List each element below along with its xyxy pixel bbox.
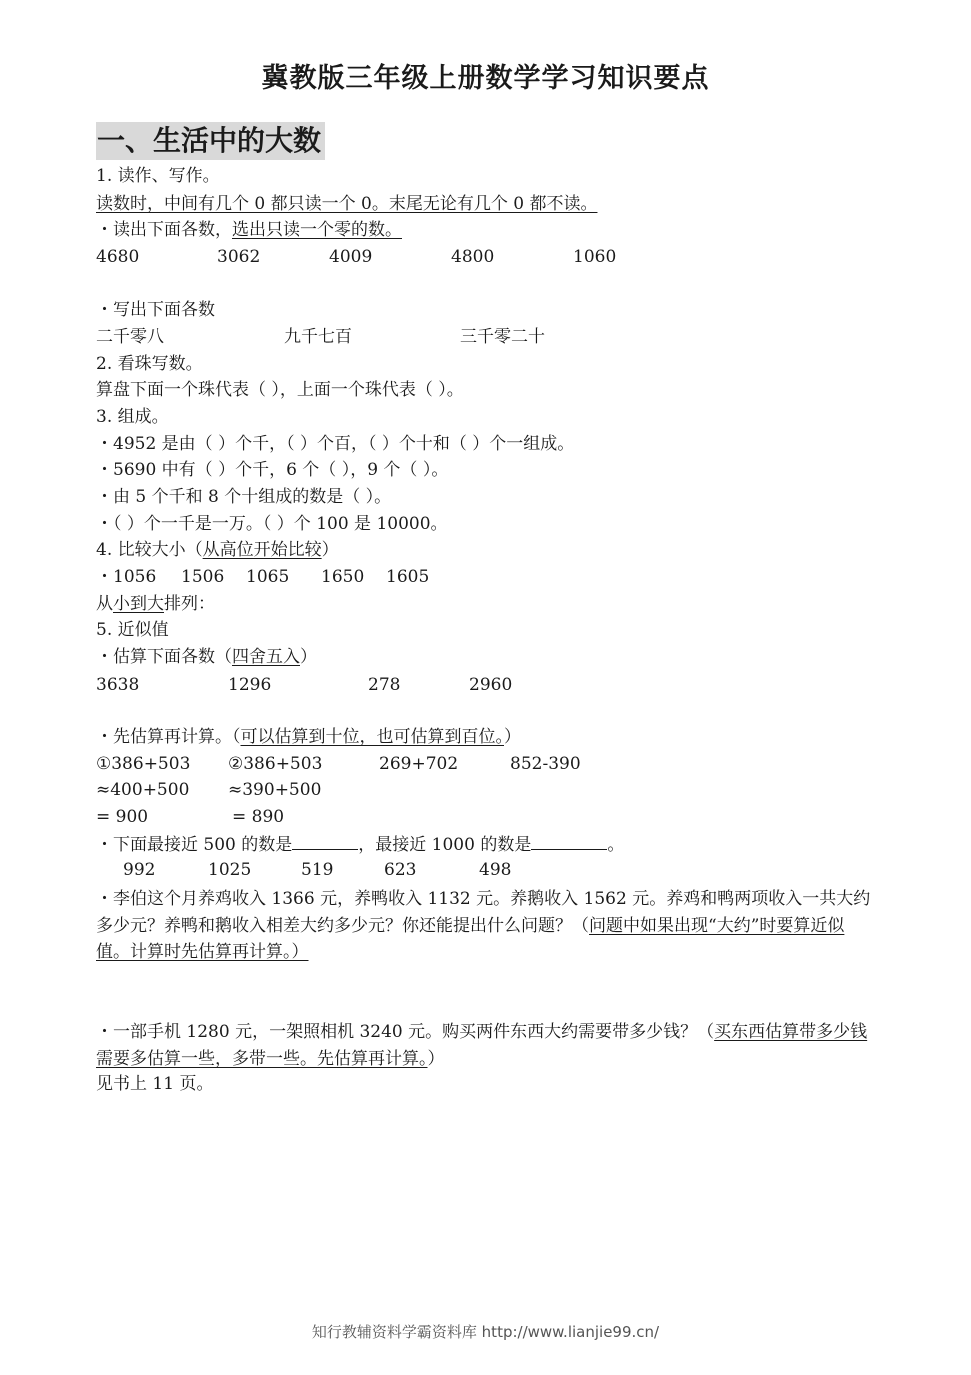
- near-number: 1025: [208, 860, 252, 880]
- compare-number: ・1056: [96, 567, 157, 587]
- s5-problem-2: [96, 1019, 876, 1072]
- read-number: 1060: [573, 247, 617, 267]
- compare-number: 1650: [321, 567, 365, 587]
- s4-order: [96, 593, 215, 615]
- s1-write-prompt: ・写出下面各数: [96, 300, 215, 320]
- s5-p1-text: ・李伯这个月养鸡收入 1366 元，养鸭收入 1132 元。养鹅收入 1562 元。养鸡和鸭两项收入一共大约多少元？养鸭和鹅收入相差大约多少元？你还能提出什么问题？（: [96, 889, 871, 936]
- s5-problem-1: [96, 886, 876, 966]
- s5-p2-end: ）: [427, 1048, 445, 1069]
- compare-number: 1506: [181, 567, 225, 587]
- s5-est-prefix: ・估算下面各数（: [96, 647, 232, 667]
- s3-line-1: ・4952 是由（ ）个千，（ ）个百，（ ）个十和（ ）个一组成。: [96, 434, 575, 454]
- s5-est-underlined: 四舍五入: [232, 647, 300, 667]
- s5-nearest-prompt: [96, 833, 624, 856]
- s1-rule: [96, 193, 614, 215]
- s5-p2-underlined: 买东西估算带多少钱需要多估算一些，多带一些。先估算再计算。: [96, 1022, 868, 1069]
- s3-line-2: ・5690 中有（ ）个千，6 个（ ），9 个（ ）。: [96, 460, 449, 480]
- s5-heading: 5. 近似值: [96, 620, 169, 640]
- calc-expression: ①386+503: [96, 754, 191, 774]
- s5-near-a: ・下面最接近 500 的数是: [96, 835, 293, 855]
- s1-read-prompt: [96, 219, 402, 241]
- estimate-number: 3638: [96, 675, 140, 695]
- near-number: 992: [123, 860, 156, 880]
- compare-number: 1065: [246, 567, 290, 587]
- s5-calc-prefix: ・先估算再计算。（: [96, 727, 241, 747]
- answer-blank[interactable]: [531, 833, 607, 850]
- s4-heading-suffix: ）: [321, 540, 339, 560]
- read-number: 4009: [329, 247, 373, 267]
- s5-p2-text: ・一部手机 1280 元，一架照相机 3240 元。购买两件东西大约需要带多少钱？（: [96, 1022, 715, 1042]
- s4-order-underlined: 小到大: [113, 594, 164, 614]
- s2-heading: 2. 看珠写数。: [96, 354, 203, 374]
- s3-heading: 3. 组成。: [96, 407, 169, 427]
- calc-expression: 269+702: [379, 754, 459, 774]
- s5-calc-suffix: ）: [504, 727, 521, 747]
- page-footer: 知行教辅资料学霸资料库 http://www.lianjie99.cn/: [311, 1323, 660, 1341]
- s1-heading: 1. 读作、写作。: [96, 166, 220, 186]
- answer-blank[interactable]: [292, 833, 358, 850]
- s4-order-prefix: 从: [96, 594, 113, 614]
- s5-calc-underlined: 可以估算到十位，也可估算到百位。: [240, 727, 504, 747]
- calc-approx: ≈390+500: [228, 780, 322, 800]
- document-title: 冀教版三年级上册数学学习知识要点: [261, 63, 710, 94]
- estimate-number: 2960: [469, 675, 513, 695]
- write-word: 三千零二十: [460, 327, 545, 347]
- s4-heading: [96, 539, 339, 561]
- write-word: 二千零八: [96, 327, 164, 347]
- read-number: 3062: [217, 247, 261, 267]
- estimate-number: 278: [368, 675, 401, 695]
- s5-estimate-prompt: [96, 646, 317, 668]
- write-word: 九千七百: [284, 327, 352, 347]
- near-number: 498: [479, 860, 512, 880]
- s5-p1-end: ）: [291, 942, 309, 962]
- s3-line-4: ・（ ）个一千是一万。（ ）个 100 是 10000。: [96, 514, 448, 534]
- s3-line-3: ・由 5 个千和 8 个十组成的数是（ ）。: [96, 487, 392, 507]
- s2-text: 算盘下面一个珠代表（ ），上面一个珠代表（ ）。: [96, 380, 464, 400]
- s1-rule-text: 读数时，中间有几个 0 都只读一个 0。末尾无论有几个 0 都不读。: [96, 194, 598, 214]
- s4-heading-underlined: 从高位开始比较: [202, 540, 322, 560]
- s5-p1-underlined: 问题中如果出现“大约”时要算近似值。计算时先估算再计算。: [96, 915, 845, 962]
- calc-approx: ≈400+500: [96, 780, 190, 800]
- near-number: 519: [301, 860, 334, 880]
- compare-number: 1605: [386, 567, 430, 587]
- calc-expression: 852-390: [510, 754, 581, 774]
- calc-result: = 890: [232, 807, 285, 827]
- s4-heading-prefix: 4. 比较大小（: [96, 540, 203, 560]
- calc-expression: ②386+503: [228, 754, 323, 774]
- s5-est-suffix: ）: [300, 647, 317, 667]
- read-number: 4800: [451, 247, 495, 267]
- s5-near-b: ，最接近 1000 的数是: [358, 835, 532, 855]
- near-number: 623: [384, 860, 417, 880]
- read-number: 4680: [96, 247, 140, 267]
- s5-see-book: 见书上 11 页。: [96, 1074, 214, 1094]
- s4-order-suffix: 排列：: [164, 594, 215, 614]
- estimate-number: 1296: [228, 675, 272, 695]
- s1-read-underlined: 选出只读一个零的数。: [232, 220, 402, 240]
- section-heading: 一、生活中的大数: [96, 122, 325, 160]
- s1-read-prefix: ・读出下面各数，: [96, 220, 232, 240]
- calc-result: = 900: [96, 807, 149, 827]
- s5-near-c: 。: [607, 835, 625, 855]
- s5-calc-prompt: [96, 726, 521, 748]
